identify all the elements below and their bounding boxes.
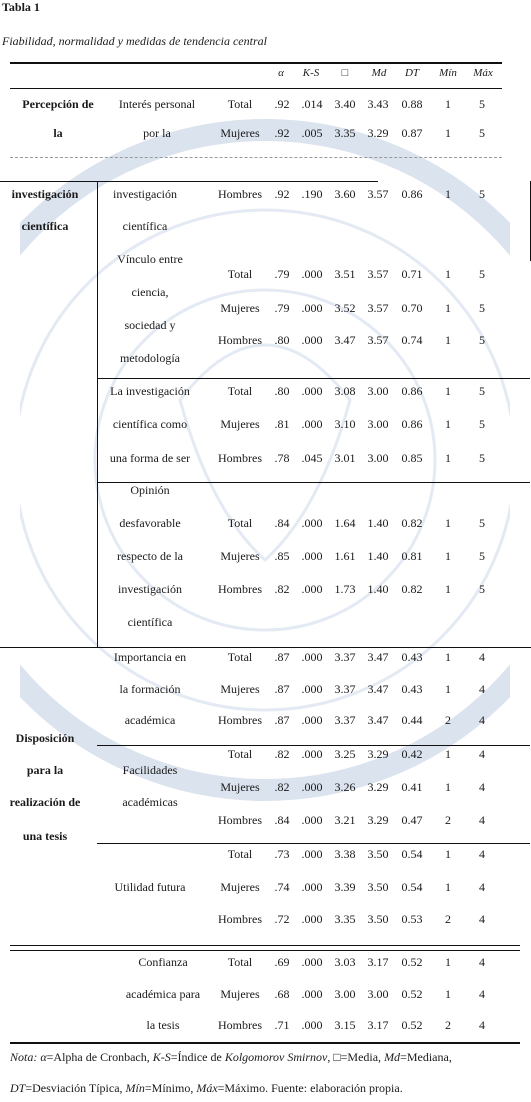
table-cell-ks: .000: [301, 582, 323, 596]
variable-label-line: una forma de ser: [109, 451, 191, 465]
table-cell-min: 1: [445, 880, 451, 894]
variable-label-line: científica: [127, 615, 173, 629]
table-cell-min: 1: [445, 650, 451, 664]
table-cell-mean: 3.52: [334, 301, 356, 315]
table-cell-dt: 0.85: [401, 451, 423, 465]
table-cell-max: 5: [479, 549, 485, 563]
variable-label-line: científica como: [112, 417, 188, 431]
note-ks-def: =Índice de: [170, 1050, 225, 1064]
table-row-sex: Hombres: [218, 912, 262, 926]
table-cell-ks: .000: [301, 912, 323, 926]
table-title: Tabla 1: [2, 0, 40, 14]
variable-label-line: investigación: [113, 187, 177, 201]
column-header: □: [341, 67, 349, 79]
table-cell-md: 3.57: [367, 187, 389, 201]
group-label-line: Percepción de: [22, 97, 94, 111]
table-cell-dt: 0.43: [401, 650, 423, 664]
table-cell-max: 4: [479, 912, 485, 926]
row-rule-4: [97, 843, 530, 844]
table-cell-ks: .000: [301, 987, 323, 1001]
table-cell-md: 3.29: [367, 747, 389, 761]
table-cell-alpha: .81: [274, 417, 290, 431]
table-cell-min: 2: [445, 713, 451, 727]
table-cell-ks: .000: [301, 333, 323, 347]
table-cell-mean: 3.08: [334, 384, 356, 398]
table-cell-max: 4: [479, 1018, 485, 1032]
table-cell-mean: 3.03: [334, 955, 356, 969]
table-cell-min: 1: [445, 451, 451, 465]
table-row-sex: Mujeres: [220, 780, 260, 794]
table-cell-mean: 3.51: [334, 267, 356, 281]
table-cell-ks: .000: [301, 847, 323, 861]
table-cell-max: 5: [479, 267, 485, 281]
table-cell-mean: 3.40: [334, 97, 356, 111]
row-rule-3: [97, 745, 530, 746]
table-cell-md: 3.29: [367, 126, 389, 140]
table-cell-alpha: .84: [274, 813, 290, 827]
table-cell-md: 3.43: [367, 97, 389, 111]
table-cell-ks: .045: [301, 451, 323, 465]
table-row-sex: Total: [227, 384, 253, 398]
table-cell-alpha: .74: [274, 880, 290, 894]
table-row-sex: Hombres: [218, 187, 262, 201]
table-row-sex: Hombres: [218, 451, 262, 465]
table-cell-alpha: .79: [274, 301, 290, 315]
table-cell-max: 4: [479, 847, 485, 861]
table-row-sex: Mujeres: [220, 126, 260, 140]
table-cell-max: 4: [479, 682, 485, 696]
table-cell-md: 3.00: [367, 384, 389, 398]
table-cell-ks: .014: [301, 97, 323, 111]
variable-label-line: ciencia,: [131, 285, 169, 299]
variable-label-line: científica: [122, 219, 168, 233]
table-cell-ks: .000: [301, 813, 323, 827]
table-cell-alpha: .69: [274, 955, 290, 969]
table-cell-mean: 3.37: [334, 682, 356, 696]
table-cell-mean: 3.37: [334, 650, 356, 664]
table-cell-min: 1: [445, 987, 451, 1001]
variable-label-line: desfavorable: [119, 516, 181, 530]
variable-label-line: Interés personal: [118, 97, 196, 111]
table-cell-dt: 0.86: [401, 417, 423, 431]
table-cell-ks: .005: [301, 126, 323, 140]
table-cell-mean: 1.61: [334, 549, 356, 563]
table-cell-mean: 3.25: [334, 747, 356, 761]
variable-label-line: Opinión: [130, 483, 170, 497]
table-cell-md: 3.00: [367, 987, 389, 1001]
variable-label-line: Importancia en: [113, 650, 187, 664]
table-cell-alpha: .82: [274, 582, 290, 596]
table-cell-mean: 3.15: [334, 1018, 356, 1032]
page-break-rule: [10, 157, 502, 158]
table-cell-dt: 0.44: [401, 713, 423, 727]
table-cell-min: 1: [445, 582, 451, 596]
table-cell-max: 5: [479, 97, 485, 111]
table-cell-dt: 0.43: [401, 682, 423, 696]
table-cell-mean: 3.35: [334, 126, 356, 140]
table-cell-max: 4: [479, 747, 485, 761]
table-cell-alpha: .79: [274, 267, 290, 281]
table-cell-min: 1: [445, 333, 451, 347]
note-md-def: =Mediana,: [400, 1050, 452, 1064]
table-cell-md: 1.40: [367, 516, 389, 530]
table-cell-max: 4: [479, 780, 485, 794]
table-cell-min: 1: [445, 187, 451, 201]
variable-label-line: Utilidad futura: [114, 880, 186, 894]
table-cell-md: 3.00: [367, 417, 389, 431]
row-rule-1: [97, 378, 530, 379]
table-bottom-rule: [10, 1042, 520, 1044]
table-cell-mean: 3.35: [334, 912, 356, 926]
table-note-line-2: [10, 1081, 403, 1096]
table-cell-md: 3.47: [367, 713, 389, 727]
table-cell-ks: .000: [301, 682, 323, 696]
column-header: K-S: [302, 67, 320, 79]
table-cell-dt: 0.41: [401, 780, 423, 794]
table-cell-alpha: .72: [274, 912, 290, 926]
table-cell-ks: .000: [301, 650, 323, 664]
table-cell-min: 2: [445, 912, 451, 926]
table-row-sex: Total: [227, 650, 253, 664]
table-subtitle: Fiabilidad, normalidad y medidas de tendencia central: [2, 34, 267, 48]
table-cell-alpha: .92: [274, 126, 290, 140]
table-cell-dt: 0.86: [401, 187, 423, 201]
table-cell-dt: 0.86: [401, 384, 423, 398]
note-mean-def: =Media,: [340, 1050, 385, 1064]
table-cell-max: 5: [479, 417, 485, 431]
table-cell-alpha: .84: [274, 516, 290, 530]
table-cell-alpha: .92: [274, 187, 290, 201]
group-divider: [97, 181, 98, 647]
table-cell-mean: 3.37: [334, 713, 356, 727]
variable-label-line: por la: [143, 126, 171, 140]
column-header: α: [278, 67, 284, 79]
variable-label-line: metodología: [120, 351, 180, 365]
table-row-sex: Hombres: [218, 333, 262, 347]
table-cell-ks: .000: [301, 1018, 323, 1032]
variable-label-line: la tesis: [146, 1018, 180, 1032]
bottom-section-rule: [10, 945, 520, 946]
table-row-sex: Mujeres: [220, 987, 260, 1001]
table-cell-md: 1.40: [367, 582, 389, 596]
table-cell-max: 5: [479, 126, 485, 140]
table-cell-min: 1: [445, 747, 451, 761]
column-header: Mín: [439, 67, 457, 79]
note-min-symbol: Mín: [125, 1081, 145, 1095]
table-cell-mean: 3.38: [334, 847, 356, 861]
table-cell-min: 1: [445, 384, 451, 398]
table-cell-min: 1: [445, 516, 451, 530]
table-cell-alpha: .87: [274, 650, 290, 664]
table-cell-alpha: .68: [274, 987, 290, 1001]
note-lead: Nota:: [10, 1050, 41, 1064]
table-cell-mean: 3.47: [334, 333, 356, 347]
variable-label-line: Confianza: [138, 955, 188, 969]
table-cell-alpha: .71: [274, 1018, 290, 1032]
table-cell-md: 3.17: [367, 1018, 389, 1032]
table-cell-dt: 0.54: [401, 880, 423, 894]
row-rule-2: [97, 482, 530, 483]
group-label-line: una tesis: [22, 829, 68, 843]
table-cell-dt: 0.82: [401, 582, 423, 596]
table-row-sex: Total: [227, 847, 253, 861]
table-cell-max: 5: [479, 451, 485, 465]
table-cell-mean: 3.26: [334, 780, 356, 794]
table-cell-alpha: .82: [274, 780, 290, 794]
table-cell-max: 4: [479, 713, 485, 727]
table-cell-ks: .190: [301, 187, 323, 201]
table-cell-ks: .000: [301, 417, 323, 431]
table-cell-dt: 0.82: [401, 516, 423, 530]
table-cell-max: 5: [479, 384, 485, 398]
table-cell-mean: 3.60: [334, 187, 356, 201]
table-cell-alpha: .78: [274, 451, 290, 465]
table-cell-min: 2: [445, 813, 451, 827]
table-cell-max: 4: [479, 955, 485, 969]
table-row-sex: Total: [227, 955, 253, 969]
table-cell-alpha: .87: [274, 713, 290, 727]
table-cell-alpha: .92: [274, 97, 290, 111]
table-cell-max: 4: [479, 880, 485, 894]
table-cell-md: 3.57: [367, 333, 389, 347]
table-cell-dt: 0.52: [401, 955, 423, 969]
table-cell-md: 3.29: [367, 780, 389, 794]
table-row-sex: Mujeres: [220, 549, 260, 563]
table-row-sex: Total: [227, 516, 253, 530]
variable-label-line: Vínculo entre: [117, 252, 183, 266]
table-cell-dt: 0.53: [401, 912, 423, 926]
note-alpha-symbol: α: [40, 1050, 47, 1064]
table-row-sex: Mujeres: [220, 301, 260, 315]
table-cell-alpha: .80: [274, 384, 290, 398]
note-md-symbol: Md: [384, 1050, 401, 1064]
table-cell-min: 1: [445, 301, 451, 315]
table-cell-ks: .000: [301, 880, 323, 894]
table-row-sex: Mujeres: [220, 682, 260, 696]
table-cell-max: 5: [479, 333, 485, 347]
continuation-top-rule: [0, 181, 378, 182]
variable-label-line: sociedad y: [124, 318, 176, 332]
variable-label-line: investigación: [118, 582, 182, 596]
variable-label-line: la formación: [119, 682, 181, 696]
table-cell-md: 3.29: [367, 813, 389, 827]
table-cell-ks: .000: [301, 516, 323, 530]
table-cell-ks: .000: [301, 267, 323, 281]
note-dt-symbol: DT: [10, 1081, 26, 1095]
variable-label-line: respecto de la: [117, 549, 183, 563]
table-cell-md: 1.40: [367, 549, 389, 563]
table-cell-max: 4: [479, 650, 485, 664]
table-cell-min: 1: [445, 847, 451, 861]
table-cell-min: 1: [445, 97, 451, 111]
table-cell-max: 5: [479, 301, 485, 315]
table-cell-ks: .000: [301, 780, 323, 794]
table-cell-md: 3.47: [367, 650, 389, 664]
table-row-sex: Hombres: [218, 582, 262, 596]
note-mean-symbol: , □: [327, 1050, 341, 1064]
table-cell-min: 1: [445, 267, 451, 281]
note-min-def: =Mínimo,: [144, 1081, 197, 1095]
table-cell-md: 3.50: [367, 847, 389, 861]
table-cell-dt: 0.71: [401, 267, 423, 281]
table-cell-dt: 0.52: [401, 987, 423, 1001]
table-cell-md: 3.17: [367, 955, 389, 969]
table-cell-md: 3.50: [367, 912, 389, 926]
table-cell-md: 3.50: [367, 880, 389, 894]
table-cell-mean: 3.10: [334, 417, 356, 431]
table-cell-ks: .000: [301, 747, 323, 761]
table-cell-max: 5: [479, 187, 485, 201]
table-row-sex: Total: [227, 97, 253, 111]
table-cell-alpha: .87: [274, 682, 290, 696]
table-cell-dt: 0.52: [401, 1018, 423, 1032]
table-note-line-1: [10, 1050, 452, 1065]
table-cell-min: 2: [445, 1018, 451, 1032]
note-alpha-def: =Alpha de Cronbach,: [46, 1050, 153, 1064]
table-cell-min: 1: [445, 780, 451, 794]
table-cell-dt: 0.42: [401, 747, 423, 761]
table-cell-dt: 0.88: [401, 97, 423, 111]
table-cell-dt: 0.81: [401, 549, 423, 563]
table-cell-mean: 3.01: [334, 451, 356, 465]
group-label-line: la: [53, 126, 63, 140]
table-row-sex: Total: [227, 747, 253, 761]
column-header: DT: [404, 67, 420, 79]
column-header: Md: [371, 67, 387, 79]
table-cell-ks: .000: [301, 549, 323, 563]
group-label-line: investigación: [11, 187, 79, 201]
group-label-line: Disposición: [15, 731, 75, 745]
note-dt-def: =Desviación Típica,: [25, 1081, 126, 1095]
table-cell-dt: 0.47: [401, 813, 423, 827]
table-cell-dt: 0.70: [401, 301, 423, 315]
table-cell-min: 1: [445, 549, 451, 563]
table-cell-mean: 3.39: [334, 880, 356, 894]
table-cell-min: 1: [445, 126, 451, 140]
column-header: Máx: [473, 67, 493, 79]
bottom-section-rule-2: [10, 950, 520, 951]
table-cell-mean: 3.21: [334, 813, 356, 827]
table-cell-md: 3.00: [367, 451, 389, 465]
table-cell-mean: 1.73: [334, 582, 356, 596]
table-cell-md: 3.57: [367, 301, 389, 315]
table-cell-ks: .000: [301, 301, 323, 315]
table-cell-alpha: .80: [274, 333, 290, 347]
header-rule: [10, 88, 502, 89]
table-cell-alpha: .85: [274, 549, 290, 563]
note-max-def: =Máximo. Fuente: elaboración propia.: [217, 1081, 403, 1095]
table-row-sex: Hombres: [218, 813, 262, 827]
table-cell-mean: 3.00: [334, 987, 356, 1001]
table-row-sex: Total: [227, 267, 253, 281]
variable-label-line: Facilidades: [122, 763, 178, 777]
note-ks-symbol: K-S: [152, 1050, 171, 1064]
table-cell-max: 4: [479, 987, 485, 1001]
section-rule: [0, 647, 531, 648]
variable-label-line: académica para: [125, 987, 201, 1001]
note-ks-name: Kolgomorov Smirnov: [224, 1050, 328, 1064]
table-cell-max: 5: [479, 582, 485, 596]
table-cell-max: 5: [479, 516, 485, 530]
table-cell-ks: .000: [301, 384, 323, 398]
group-label-line: para la: [26, 763, 64, 777]
table-cell-md: 3.47: [367, 682, 389, 696]
table-cell-md: 3.57: [367, 267, 389, 281]
variable-label-line: académicas: [122, 795, 178, 809]
table-cell-min: 1: [445, 417, 451, 431]
table-row-sex: Mujeres: [220, 880, 260, 894]
table-cell-min: 1: [445, 955, 451, 969]
table-row-sex: Mujeres: [220, 417, 260, 431]
table-row-sex: Hombres: [218, 713, 262, 727]
table-cell-ks: .000: [301, 955, 323, 969]
group-label-line: científica: [21, 219, 69, 233]
table-cell-mean: 1.64: [334, 516, 356, 530]
table-cell-min: 1: [445, 682, 451, 696]
table-cell-alpha: .73: [274, 847, 290, 861]
table-cell-dt: 0.74: [401, 333, 423, 347]
note-max-symbol: Máx: [196, 1081, 218, 1095]
table-cell-max: 4: [479, 813, 485, 827]
variable-label-line: La investigación: [110, 384, 190, 398]
variable-label-line: académica: [124, 713, 176, 727]
table-cell-ks: .000: [301, 713, 323, 727]
group-label-line: realización de: [9, 795, 81, 809]
table-cell-alpha: .82: [274, 747, 290, 761]
table-row-sex: Hombres: [218, 1018, 262, 1032]
top-rule: [10, 62, 502, 64]
table-cell-dt: 0.54: [401, 847, 423, 861]
table-cell-dt: 0.87: [401, 126, 423, 140]
